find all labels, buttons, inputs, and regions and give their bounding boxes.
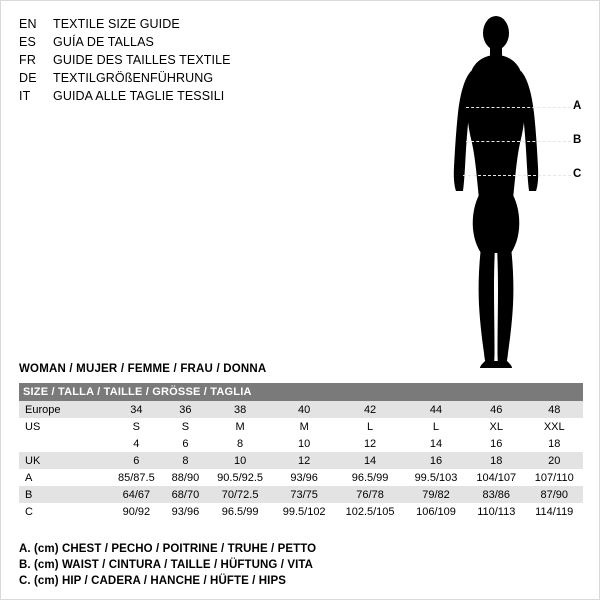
row-label: US <box>19 418 109 435</box>
cell: 79/82 <box>405 486 467 503</box>
legend-line-waist: B. (cm) WAIST / CINTURA / TAILLE / HÜFTUNG / VITA <box>19 559 314 571</box>
language-title: GUIDE DES TAILLES TEXTILE <box>53 53 231 67</box>
table-row <box>19 435 583 452</box>
cell: 90.5/92.5 <box>207 469 273 486</box>
cell: 64/67 <box>109 486 164 503</box>
cell: 46 <box>467 401 525 418</box>
legend-line-hip: C. (cm) HIP / CADERA / HANCHE / HÜFTE / HIPS <box>19 575 287 587</box>
cell: 10 <box>207 452 273 469</box>
table-row <box>19 486 583 503</box>
cell: S <box>164 418 207 435</box>
size-table <box>19 383 583 520</box>
cell: S <box>109 418 164 435</box>
language-title: GUÍA DE TALLAS <box>53 35 154 49</box>
language-title: TEXTILGRÖßENFÜHRUNG <box>53 71 214 85</box>
cell: 93/96 <box>164 503 207 520</box>
measure-label-c: C <box>573 168 582 180</box>
cell: 107/110 <box>526 469 584 486</box>
cell: 8 <box>207 435 273 452</box>
cell: 76/78 <box>335 486 405 503</box>
measure-line-chest <box>466 107 571 108</box>
language-row <box>19 33 319 51</box>
cell: 42 <box>335 401 405 418</box>
cell: 8 <box>164 452 207 469</box>
woman-silhouette-icon <box>441 9 551 369</box>
cell: 14 <box>335 452 405 469</box>
row-label <box>19 435 109 452</box>
cell: 18 <box>526 435 584 452</box>
table-row <box>19 469 583 486</box>
cell: M <box>273 418 335 435</box>
language-row <box>19 69 319 87</box>
measure-line-hip <box>463 175 571 176</box>
row-label: C <box>19 503 109 520</box>
cell: 16 <box>405 452 467 469</box>
table-row <box>19 401 583 418</box>
cell: 48 <box>526 401 584 418</box>
cell: 34 <box>109 401 164 418</box>
language-code: ES <box>19 35 37 49</box>
table-row <box>19 452 583 469</box>
cell: 68/70 <box>164 486 207 503</box>
language-code: EN <box>19 17 37 31</box>
cell: 6 <box>109 452 164 469</box>
cell: 20 <box>526 452 584 469</box>
language-code: FR <box>19 53 37 67</box>
cell: 87/90 <box>526 486 584 503</box>
language-row <box>19 15 319 33</box>
cell: 10 <box>273 435 335 452</box>
cell: 18 <box>467 452 525 469</box>
cell: 102.5/105 <box>335 503 405 520</box>
cell: L <box>335 418 405 435</box>
measure-label-b: B <box>573 134 582 146</box>
cell: 114/119 <box>526 503 584 520</box>
table-row <box>19 503 583 520</box>
cell: 104/107 <box>467 469 525 486</box>
cell: 88/90 <box>164 469 207 486</box>
cell: XL <box>467 418 525 435</box>
language-title: TEXTILE SIZE GUIDE <box>53 17 180 31</box>
cell: 4 <box>109 435 164 452</box>
table-caption: WOMAN / MUJER / FEMME / FRAU / DONNA <box>19 363 267 375</box>
cell: 36 <box>164 401 207 418</box>
cell: 106/109 <box>405 503 467 520</box>
cell: 40 <box>273 401 335 418</box>
cell: 14 <box>405 435 467 452</box>
cell: L <box>405 418 467 435</box>
cell: 44 <box>405 401 467 418</box>
measure-line-waist <box>466 141 571 142</box>
cell: 12 <box>335 435 405 452</box>
row-label: Europe <box>19 401 109 418</box>
cell: 12 <box>273 452 335 469</box>
legend-line-chest: A. (cm) CHEST / PECHO / POITRINE / TRUHE / PETTO <box>19 543 317 555</box>
cell: M <box>207 418 273 435</box>
cell: 96.5/99 <box>207 503 273 520</box>
language-title-block <box>19 15 319 105</box>
measure-label-a: A <box>573 100 582 112</box>
cell: 90/92 <box>109 503 164 520</box>
cell: 99.5/102 <box>273 503 335 520</box>
language-row <box>19 51 319 69</box>
language-code: IT <box>19 89 31 103</box>
cell: 93/96 <box>273 469 335 486</box>
cell: 99.5/103 <box>405 469 467 486</box>
cell: 83/86 <box>467 486 525 503</box>
cell: 70/72.5 <box>207 486 273 503</box>
language-title: GUIDA ALLE TAGLIE TESSILI <box>53 89 225 103</box>
cell: 110/113 <box>467 503 525 520</box>
row-label: UK <box>19 452 109 469</box>
cell: 73/75 <box>273 486 335 503</box>
table-row <box>19 418 583 435</box>
cell: 96.5/99 <box>335 469 405 486</box>
figure-area <box>421 9 591 369</box>
cell: 16 <box>467 435 525 452</box>
table-header-label: SIZE / TALLA / TAILLE / GRÖSSE / TAGLIA <box>19 383 583 401</box>
legend-block <box>19 541 579 589</box>
cell: 85/87.5 <box>109 469 164 486</box>
cell: 6 <box>164 435 207 452</box>
language-row <box>19 87 319 105</box>
cell: XXL <box>526 418 584 435</box>
language-code: DE <box>19 71 37 85</box>
table-header-row <box>19 383 583 401</box>
row-label: B <box>19 486 109 503</box>
cell: 38 <box>207 401 273 418</box>
row-label: A <box>19 469 109 486</box>
